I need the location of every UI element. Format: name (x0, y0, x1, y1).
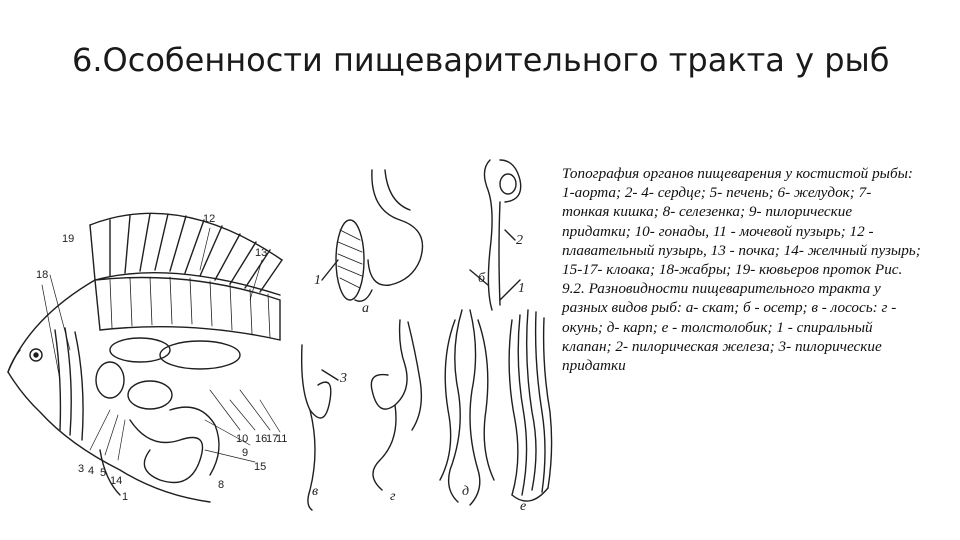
panel-e-silver-carp (509, 310, 551, 501)
panel-label-b: б (478, 271, 486, 286)
fish-label-16: 16 (255, 433, 268, 445)
fish-label-8: 8 (218, 479, 225, 491)
panel-label-g: г (390, 489, 396, 504)
figure-caption: Топография органов пищеварения у костистой рыбы: 1-аорта; 2- 4- сердце; 5- печень; 6- желудок; 7- тонкая кишка; 8- селезенка; 9- пилорические придатки; 10- гонады, 11 - мочевой пузырь; 12 - плавательный пузырь, 13 - почка; 14- желчный пузырь; 15-17- клоака; 18-жабры; 19- кювьеров проток Рис. 9.2. Разновидности пищеварительного тракта у разных видов рыб: а- скат; б - осетр; в - лосось: г - окунь; д- карп; е - толстолобик; 1 - спиральный клапан; 2- пилорическая железа; 3- пилорические придатки (562, 165, 921, 375)
panel-v-salmon (302, 345, 338, 510)
fish-label-19: 19 (62, 233, 75, 245)
panel-b-number-2: 2 (516, 233, 523, 248)
slide-title: 6.Особенности пищеварительного тракта у рыб (72, 41, 890, 79)
fish-label-3: 3 (78, 463, 85, 475)
fish-label-11: 11 (276, 433, 288, 445)
panel-g-perch (371, 320, 421, 490)
panel-a-number-1: 1 (314, 273, 321, 288)
panel-label-v: в (312, 484, 319, 499)
digestive-tract-illustration (0, 150, 560, 530)
panel-label-d: д (462, 484, 470, 499)
panel-a-skate (322, 170, 423, 301)
panel-v-number-3: 3 (340, 371, 347, 386)
fish-label-15: 15 (254, 461, 267, 473)
panel-b-number-1: 1 (518, 281, 525, 296)
fish-label-1: 1 (122, 491, 129, 503)
fish-label-10: 10 (236, 433, 249, 445)
fish-label-4: 4 (88, 465, 95, 477)
fish-label-12: 12 (203, 213, 216, 225)
panel-b-sturgeon (470, 160, 521, 310)
fish-label-9: 9 (242, 447, 249, 459)
fish-label-18: 18 (36, 269, 49, 281)
fish-label-13: 13 (255, 247, 268, 259)
panel-label-e: е (520, 499, 527, 514)
fish-drawing (8, 213, 282, 502)
panel-d-carp (440, 310, 494, 505)
fish-label-5: 5 (100, 467, 107, 479)
panel-label-a: а (362, 301, 369, 316)
fish-label-14: 14 (110, 475, 123, 487)
fish-label-17: 17 (266, 433, 279, 445)
